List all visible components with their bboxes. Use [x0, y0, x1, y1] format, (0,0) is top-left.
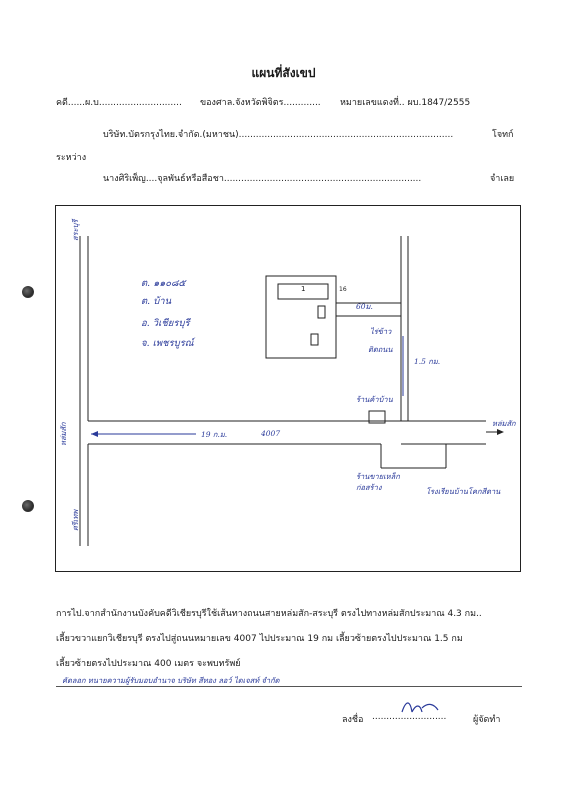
- defendant-role: จำเลย: [490, 174, 515, 184]
- note-underline: [56, 686, 522, 687]
- left-bottom-label: ศรีเทพ: [71, 509, 80, 531]
- house-marker: [318, 306, 325, 318]
- map-frame: [55, 205, 521, 572]
- left-top-label: สระบุรี: [71, 219, 80, 241]
- branch-distance: 60ม.: [356, 302, 373, 311]
- bottom-left-label: ร้านขายเหล็ก ก่อสร้าง: [356, 472, 400, 492]
- left-mid-label: หล่มสัก: [59, 422, 68, 446]
- map-title: แผนที่สังเขป: [251, 66, 316, 80]
- address-line: ต. บ้าน: [141, 296, 172, 307]
- defendant-name: นางศิริเพ็ญ....จุลพันธ์หรือสือชา.....................................................................: [103, 174, 422, 184]
- signature-role: ผู้จัดทำ: [473, 715, 501, 725]
- arrow-head: [91, 431, 98, 437]
- bottom-right-label: โรงเรียนบ้านโคกสีดาน: [426, 487, 501, 496]
- address-line: จ. เพชรบูรณ์: [141, 338, 194, 349]
- map-drawing: [56, 206, 520, 571]
- directions-line: เลี้ยวซ้ายตรงไปประมาณ 400 เมตร จะพบทรัพย์: [56, 659, 241, 669]
- field-sub: ติดถนน: [368, 345, 393, 354]
- house-marker: [311, 334, 318, 345]
- right-arrow-label: หล่มสัก: [492, 419, 516, 428]
- case-prefix: คดี......ผ.บ.............................: [56, 98, 182, 108]
- address-line: ต. ๑๑๐๘๕: [141, 278, 186, 289]
- horizontal-distance: 19 ก.ม.: [201, 430, 228, 439]
- plaintiff-name: บริษัท.บัตรกรุงไทย.จำกัด.(มหาชน)...........................................................................: [103, 130, 454, 140]
- red-case-number: หมายเลขแดงที่.. ผบ.1847/2555: [340, 98, 471, 108]
- directions-line: เลี้ยวขวาแยกวิเชียรบุรี ตรงไปสู่ถนนหมายเลข 4007 ไปประมาณ 19 กม เลี้ยวซ้ายตรงไปประมาณ 1.5 กม: [56, 634, 463, 644]
- field-label: ไร่ข้าว: [370, 327, 392, 336]
- signature-label: ลงชื่อ: [342, 715, 364, 725]
- handwritten-note: คัดลอก ทนายความผู้รับมอบอำนาจ บริษัท สีทอง ลอว์ ไดเจสท์ จำกัด: [62, 676, 280, 685]
- punch-hole: [22, 500, 34, 512]
- shop-label: ร้านค้าบ้าน: [356, 395, 393, 404]
- punch-hole: [22, 286, 34, 298]
- directions-line: การไป.จากสำนักงานบังคับคดีวิเชียรบุรีใช้เส้นทางถนนสายหล่มสัก-สระบุรี ตรงไปทางหล่มสักประมาณ 4.3 กม..: [56, 609, 482, 619]
- vertical-distance: 1.5 กม.: [414, 357, 441, 366]
- between-label: ระหว่าง: [56, 153, 87, 163]
- road-number: 4007: [261, 429, 281, 438]
- court-name: ของศาล.จังหวัดพิจิตร.............: [200, 98, 321, 108]
- plaintiff-role: โจทก์: [492, 130, 514, 140]
- address-line: อ. วิเชียรบุรี: [141, 318, 190, 329]
- signature-dots: ..........................: [372, 712, 447, 722]
- house-number: 1: [301, 285, 306, 293]
- side-label: 16: [339, 286, 347, 293]
- signature-scribble: [400, 698, 440, 716]
